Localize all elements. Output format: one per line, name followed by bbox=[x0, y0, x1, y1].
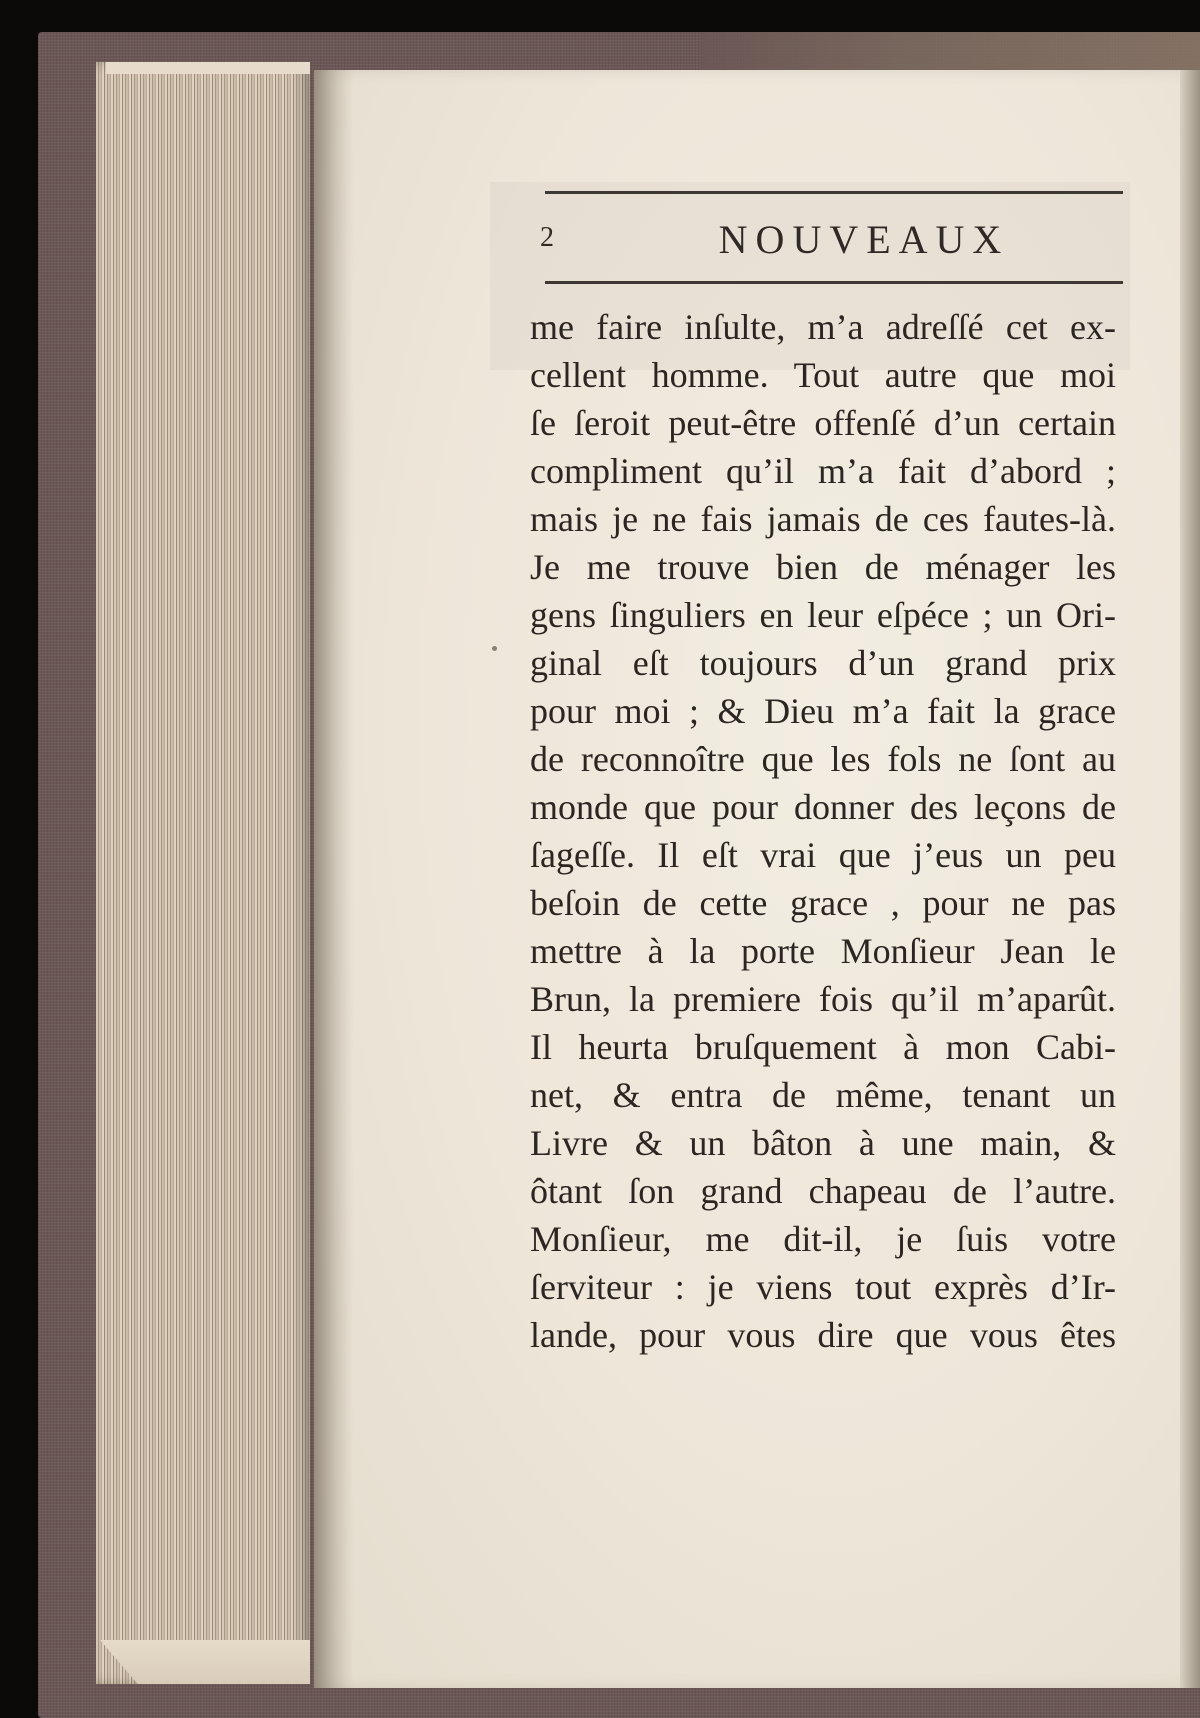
text-line: Je me trouve bien de ménager les bbox=[530, 547, 1116, 587]
text-line: ſageſſe. Il eſt vrai que j’eus un peu bbox=[530, 835, 1116, 875]
header-rule-bottom bbox=[545, 281, 1123, 284]
ink-speck bbox=[492, 646, 497, 651]
text-line: me faire inſulte, m’a adreſſé cet ex- bbox=[530, 307, 1116, 347]
text-line: net, & entra de même, tenant un bbox=[530, 1075, 1116, 1115]
text-line: Brun, la premiere fois qu’il m’aparût. bbox=[530, 979, 1116, 1019]
page-right-edge bbox=[1180, 70, 1200, 1688]
page-edges-top bbox=[106, 62, 310, 74]
text-line: pour moi ; & Dieu m’a fait la grace bbox=[530, 691, 1116, 731]
text-line: Monſieur, me dit-il, je ſuis votre bbox=[530, 1219, 1116, 1259]
text-line: ſe ſeroit peut-être offenſé d’un certain bbox=[530, 403, 1116, 443]
page-number: 2 bbox=[540, 222, 555, 253]
page-edges bbox=[96, 62, 310, 1684]
text-line: gens ſinguliers en leur eſpéce ; un Ori- bbox=[530, 595, 1116, 635]
cover-leather-spine-edge bbox=[700, 32, 1200, 72]
body-text bbox=[530, 303, 1116, 1359]
gutter-shadow bbox=[314, 70, 354, 1688]
header-rule-top bbox=[545, 191, 1123, 194]
text-line: beſoin de cette grace , pour ne pas bbox=[530, 883, 1116, 923]
text-line: de reconnoître que les fols ne ſont au bbox=[530, 739, 1116, 779]
text-line: Il heurta bruſquement à mon Cabi- bbox=[530, 1027, 1116, 1067]
text-line: ôtant ſon grand chapeau de l’autre. bbox=[530, 1171, 1116, 1211]
text-line: cellent homme. Tout autre que moi bbox=[530, 355, 1116, 395]
text-line: ſerviteur : je viens tout exprès d’Ir- bbox=[530, 1267, 1116, 1307]
text-line: monde que pour donner des leçons de bbox=[530, 787, 1116, 827]
text-line: ginal eſt toujours d’un grand prix bbox=[530, 643, 1116, 683]
text-line: mettre à la porte Monſieur Jean le bbox=[530, 931, 1116, 971]
text-line: lande, pour vous dire que vous êtes bbox=[530, 1315, 1116, 1355]
text-line: compliment qu’il m’a fait d’abord ; bbox=[530, 451, 1116, 491]
text-line: Livre & un bâton à une main, & bbox=[530, 1123, 1116, 1163]
text-line: mais je ne fais jamais de ces fautes-là. bbox=[530, 499, 1116, 539]
running-head: NOUVEAUX bbox=[718, 217, 1010, 262]
